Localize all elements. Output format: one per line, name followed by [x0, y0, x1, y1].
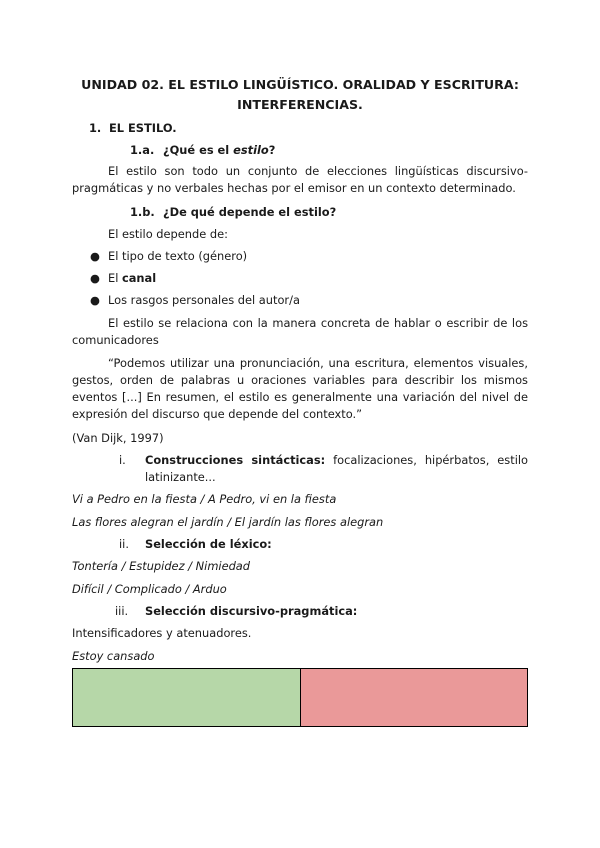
subheading-label-post: ?	[268, 143, 276, 157]
title-line-1: UNIDAD 02. EL ESTILO LINGÜÍSTICO. ORALIDAD Y ESCRITURA:	[81, 77, 519, 92]
example-table	[72, 668, 528, 727]
bullet-text: El tipo de texto (género)	[108, 249, 248, 263]
subheading-1a	[130, 142, 275, 159]
section-heading-1	[89, 120, 177, 137]
subheading-number: 1.b.	[130, 205, 155, 219]
citation: (Van Dijk, 1997)	[72, 431, 164, 445]
item-ii-label: Selección de léxico:	[145, 537, 272, 551]
item-iii-label: Selección discursivo-pragmática:	[145, 604, 358, 618]
item-i-rest: focalizaciones, hipérbatos, estilo latinizante...	[145, 453, 528, 484]
roman-numeral: iii.	[115, 604, 129, 618]
subheading-1b	[130, 204, 336, 221]
example-line: Estoy cansado	[72, 649, 155, 663]
subheading-number: 1.a.	[130, 143, 155, 157]
example-line: Las flores alegran el jardín / El jardín las flores alegran	[72, 515, 384, 529]
section-number: 1.	[89, 121, 102, 135]
item-i-label: Construcciones sintácticas:	[145, 453, 326, 467]
section-label: EL ESTILO.	[109, 121, 177, 135]
bullet-dot-icon: ●	[90, 249, 100, 263]
roman-numeral: i.	[119, 453, 126, 467]
table-cell-green	[73, 669, 301, 726]
item-i-text	[145, 452, 528, 486]
example-line: Intensificadores y atenuadores.	[72, 626, 252, 640]
subheading-label-em: estilo	[233, 143, 269, 157]
relation-paragraph: El estilo se relaciona con la manera concreta de hablar o escribir de los comunicadores	[72, 316, 528, 347]
example-line: Vi a Pedro en la fiesta / A Pedro, vi en la fiesta	[72, 492, 337, 506]
roman-numeral: ii.	[119, 537, 129, 551]
quote-paragraph: “Podemos utilizar una pronunciación, una escritura, elementos visuales, gestos, orden de palabras u oraciones variables para describir los mismos eventos [...] En resumen, el estilo es generalmente una variación del nivel de expresión del discurso que depende del contexto.”	[72, 356, 528, 421]
example-line: Tontería / Estupidez / Nimiedad	[72, 559, 251, 573]
bullet-dot-icon: ●	[90, 293, 100, 307]
bullet-text: El	[108, 271, 122, 285]
bullet-dot-icon: ●	[90, 271, 100, 285]
definition-paragraph: El estilo son todo un conjunto de elecciones lingüísticas discursivo-pragmáticas y no verbales hechas por el emisor en un contexto determinado.	[72, 164, 528, 195]
title-line-2: INTERFERENCIAS.	[237, 96, 363, 112]
subheading-label: ¿De qué depende el estilo?	[163, 205, 337, 219]
example-line: Difícil / Complicado / Arduo	[72, 582, 227, 596]
bullet-text-bold: canal	[121, 271, 157, 285]
depends-intro: El estilo depende de:	[108, 227, 228, 241]
table-cell-red	[301, 669, 527, 726]
page-title	[72, 75, 528, 114]
subheading-label-pre: ¿Qué es el	[163, 143, 234, 157]
bullet-text: Los rasgos personales del autor/a	[108, 293, 300, 307]
